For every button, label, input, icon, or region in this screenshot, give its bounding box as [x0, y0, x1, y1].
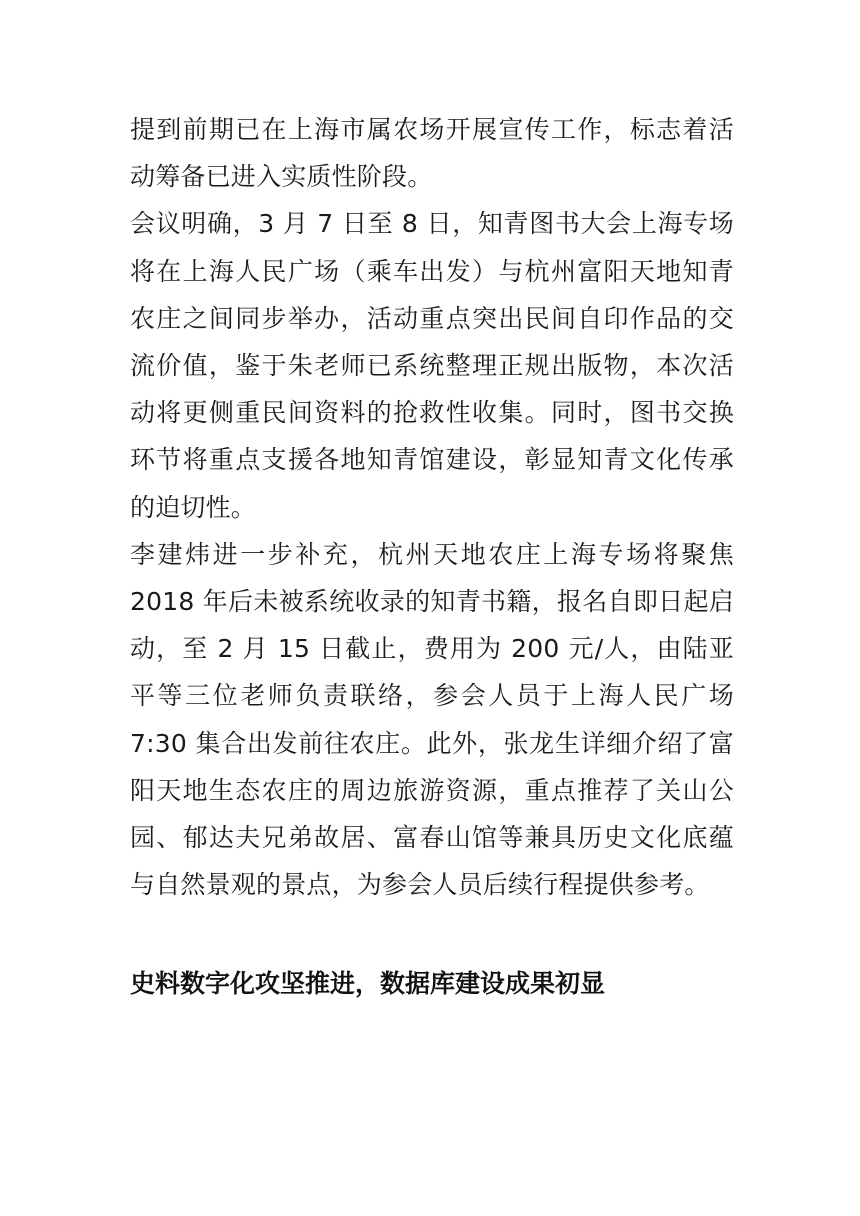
- paragraph-preparation-status: 提到前期已在上海市属农场开展宣传工作，标志着活动筹备已进入实质性阶段。: [130, 115, 734, 192]
- article-body: [130, 106, 734, 908]
- paragraph-event-details: 李建炜进一步补充，杭州天地农庄上海专场将聚焦 2018 年后未被系统收录的知青书籍，报名自即日起启动，至 2 月 15 日截止，费用为 200 元/人，由陆亚平等三位老师负责联络，参会人员于上海人民广场 7:30 集合出发前往农庄。此外，张龙生详细介绍了富阳天地生态农庄的周边旅游资源，重点推荐了关山公园、郁达夫兄弟故居、富春山馆等兼具历史文化底蕴与自然景观的景点，为参会人员后续行程提供参考。: [130, 539, 734, 900]
- section-heading: 史料数字化攻坚推进，数据库建设成果初显: [130, 969, 606, 998]
- paragraph-meeting-decisions: 会议明确，3 月 7 日至 8 日，知青图书大会上海专场将在上海人民广场（乘车出发）与杭州富阳天地知青农庄之间同步举办，活动重点突出民间自印作品的交流价值，鉴于朱老师已系统整理正规出版物，本次活动将更侧重民间资料的抢救性收集。同时，图书交换环节将重点支援各地知青馆建设，彰显知青文化传承的迫切性。: [130, 209, 734, 522]
